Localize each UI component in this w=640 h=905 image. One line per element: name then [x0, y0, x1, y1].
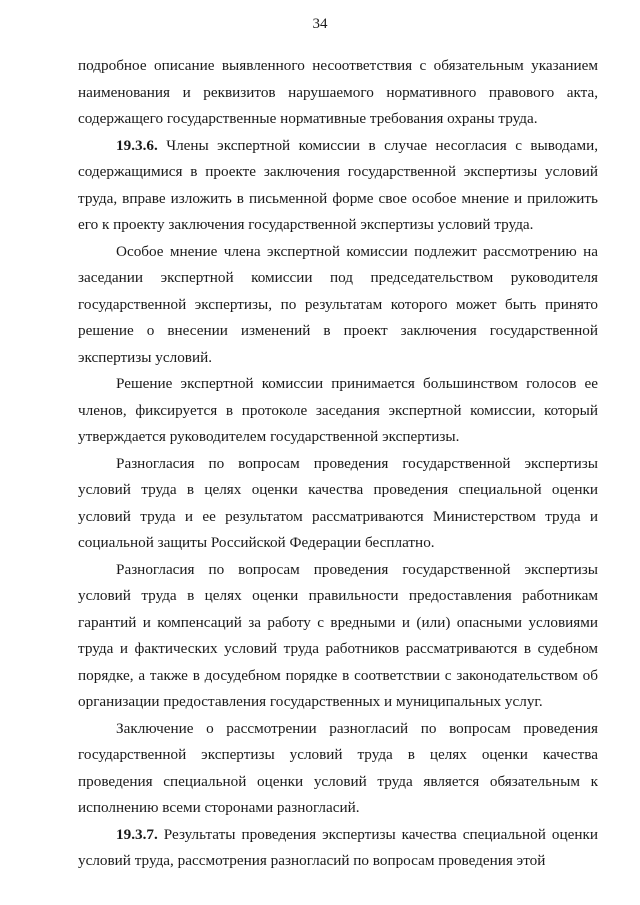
paragraph-disagreements-ministry [78, 451, 598, 557]
paragraph-special-opinion [78, 239, 598, 372]
paragraph-text: подробное описание выявленного несоответствия с обязательным указанием наименования и реквизитов нарушаемого нормативного правового акта, содержащего государственные нормативные требования охраны труда. [78, 57, 598, 127]
paragraph-text: Результаты проведения экспертизы качества специальной оценки условий труда, рассмотрения разногласий по вопросам проведения этой [78, 825, 598, 869]
paragraph-text: Заключение о рассмотрении разногласий по вопросам проведения государственной экспертизы условий труда в целях оценки качества проведения специальной оценки условий труда является обязательным к исполнению всеми сторонами разногласий. [78, 719, 598, 816]
clause-number: 19.3.6. [116, 136, 158, 154]
page-number: 34 [312, 16, 328, 32]
paragraph-text: Разногласия по вопросам проведения государственной экспертизы условий труда в целях оценки качества проведения специальной оценки условий труда и ее результатом рассматриваются Министерством труда и социальной защиты Российской Федерации бесплатно. [78, 454, 598, 551]
paragraph-text: Особое мнение члена экспертной комиссии подлежит рассмотрению на заседании экспертной комиссии под председательством руководителя государственной экспертизы, по результатам которого может быть принято решение о внесении изменений в проект заключения государственной экспертизы условий. [78, 242, 598, 366]
paragraph-continuation [78, 53, 598, 133]
paragraph-conclusion-binding [78, 716, 598, 822]
paragraph-disagreements-court [78, 557, 598, 716]
paragraph-commission-decision [78, 371, 598, 451]
document-body [78, 53, 598, 875]
clause-number: 19.3.7. [116, 825, 158, 843]
paragraph-text: Члены экспертной комиссии в случае несогласия с выводами, содержащимися в проекте заключения государственной экспертизы условий труда, вправе изложить в письменной форме свое особое мнение и приложить его к проекту заключения государственной экспертизы условий труда. [78, 136, 598, 233]
paragraph-clause-19-3-6 [78, 133, 598, 239]
paragraph-clause-19-3-7 [78, 822, 598, 875]
paragraph-text: Решение экспертной комиссии принимается большинством голосов ее членов, фиксируется в протоколе заседания экспертной комиссии, который утверждается руководителем государственной экспертизы. [78, 375, 598, 445]
paragraph-text: Разногласия по вопросам проведения государственной экспертизы условий труда в целях оценки правильности предоставления работникам гарантий и компенсаций за работу с вредными и (или) опасными условиями труда и фактических условий труда работников рассматриваются в судебном порядке, а также в досудебном порядке в соответствии с законодательством об организации предоставления государственных и муниципальных услуг. [78, 560, 598, 710]
